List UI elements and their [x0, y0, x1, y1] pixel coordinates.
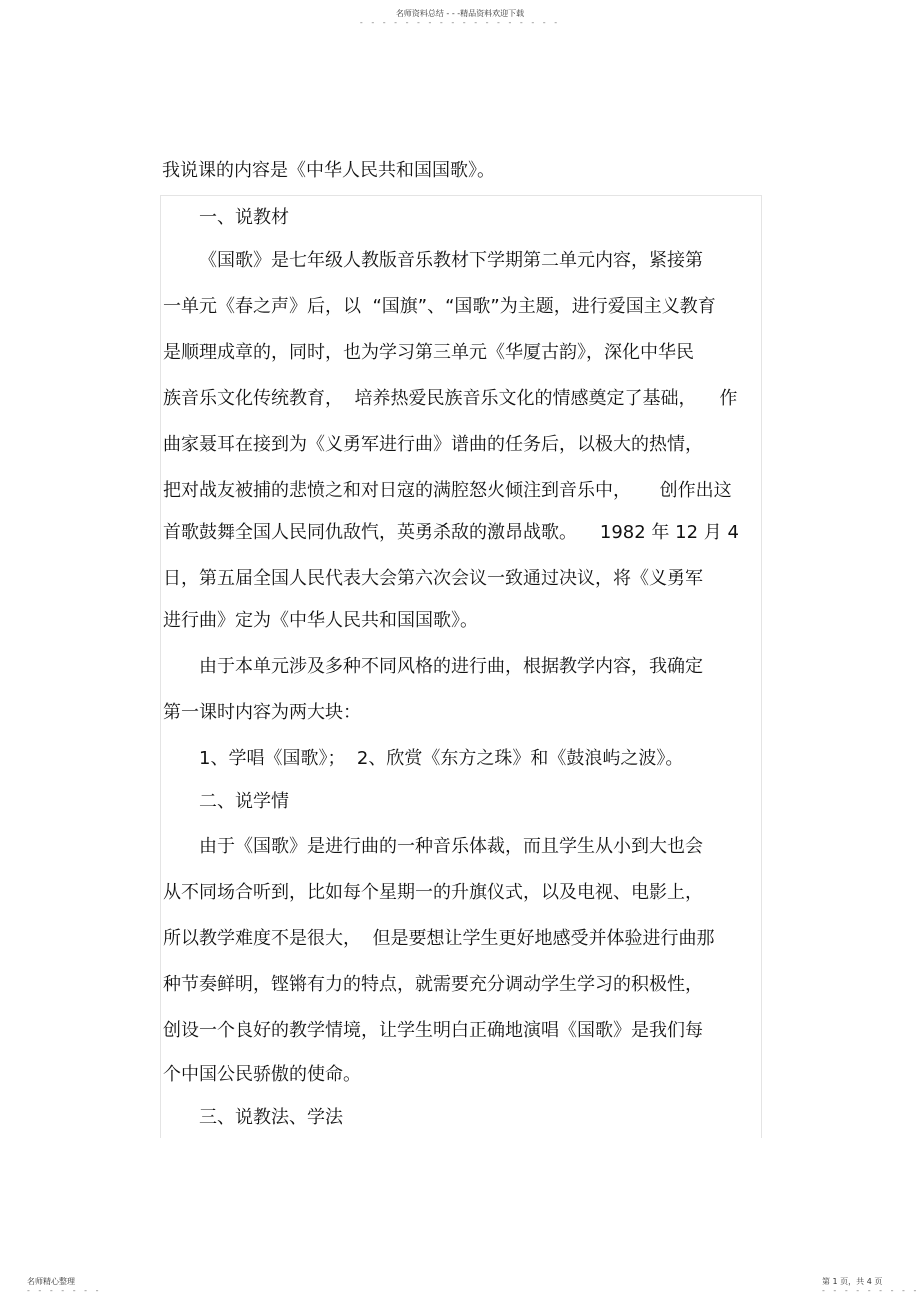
page-number-text: 第 1 页，共 4 页: [822, 1277, 883, 1286]
text-line: 是顺理成章的，同时，也为学习第三单元《华厦古韵》，深化中华民: [163, 342, 694, 363]
footer-right-dots: - - - - - - - - -: [822, 1286, 920, 1295]
text-line: 把对战友被捕的悲愤之和对日寇的满腔怒火倾注到音乐中， 创作出这: [163, 480, 732, 501]
page-number: [822, 1276, 919, 1295]
text-line: 日，第五届全国人民代表大会第六次会议一致通过决议，将《义勇军: [163, 568, 703, 589]
text-line: 所以教学难度不是很大， 但是要想让学生更好地感受并体验进行曲那: [163, 928, 715, 949]
footer-left-dots: - - - - - - -: [27, 1286, 102, 1295]
text-line: 三、说教法、学法: [199, 1107, 343, 1128]
footer-left: [27, 1276, 101, 1295]
text-line: 二、说学情: [199, 791, 289, 812]
content-box: [160, 195, 762, 1138]
text-line: 个中国公民骄傲的使命。: [163, 1064, 361, 1085]
text-line: 种节奏鲜明，铿锵有力的特点，就需要充分调动学生学习的积极性，: [163, 974, 703, 995]
text-line: 首歌鼓舞全国人民同仇敌忾，英勇杀敌的激昂战歌。 1982 年 12 月 4: [163, 522, 739, 543]
text-line: 从不同场合听到，比如每个星期一的升旗仪式，以及电视、电影上，: [163, 882, 703, 903]
text-line: 族音乐文化传统教育， 培养热爱民族音乐文化的情感奠定了基础， 作: [163, 388, 738, 409]
text-line: 1、学唱《国歌》； 2、欣赏《东方之珠》和《鼓浪屿之波》。: [199, 748, 684, 769]
text-line: 第一课时内容为两大块：: [163, 702, 361, 723]
text-line: 《国歌》是七年级人教版音乐教材下学期第二单元内容，紧接第: [199, 250, 703, 271]
text-line: 一单元《春之声》后，以 “国旗”、“国歌”为主题，进行爱国主义教育: [163, 296, 716, 317]
page-header: [0, 8, 920, 27]
text-line: 由于《国歌》是进行曲的一种音乐体裁，而且学生从小到大也会: [199, 836, 703, 857]
header-dots: - - - - - - - - - - - - - - - - - -: [359, 18, 561, 27]
text-line: 一、说教材: [199, 207, 289, 228]
header-text: 名师资料总结 - - -精品资料欢迎下载: [395, 9, 525, 18]
text-line: 由于本单元涉及多种不同风格的进行曲，根据教学内容，我确定: [199, 656, 703, 677]
text-line: 曲家聂耳在接到为《义勇军进行曲》谱曲的任务后，以极大的热情，: [163, 434, 703, 455]
intro-line: 我说课的内容是《中华人民共和国国歌》。: [162, 160, 495, 181]
footer-left-text: 名师精心整理: [27, 1277, 75, 1286]
text-line: 进行曲》定为《中华人民共和国国歌》。: [163, 610, 478, 631]
text-line: 创设一个良好的教学情境，让学生明白正确地演唱《国歌》是我们每: [163, 1020, 703, 1041]
